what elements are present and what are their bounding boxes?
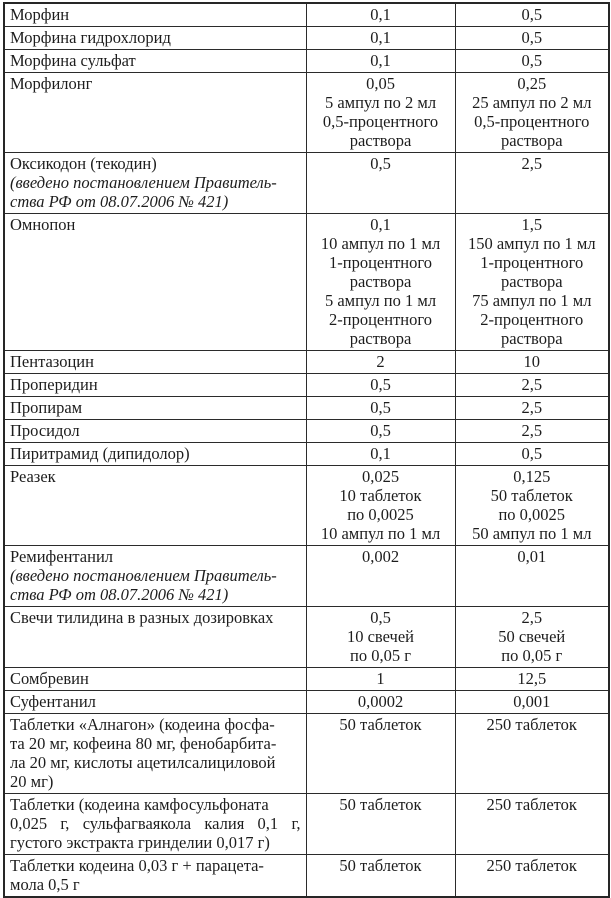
large-dose-cell <box>455 546 609 607</box>
dose-line: по 0,0025 <box>498 505 566 524</box>
dose-line: 0,5 <box>370 608 391 627</box>
table-row <box>4 3 609 27</box>
dose-line: 250 таблеток <box>486 715 577 734</box>
drug-name-line: густого экстракта гринделии 0,017 г) <box>10 833 270 852</box>
drug-name-cell <box>4 50 306 73</box>
large-dose-cell <box>455 27 609 50</box>
table-row <box>4 668 609 691</box>
dose-line: по 0,05 г <box>350 646 411 665</box>
dose-line: 0,5 <box>521 51 543 70</box>
drug-name-line: Морфин <box>10 5 70 24</box>
small-dose-cell <box>306 351 455 374</box>
drug-name-line: Пиритрамид (дипидолор) <box>10 444 190 463</box>
drug-name-cell <box>4 420 306 443</box>
drug-name-line: Сомбревин <box>10 669 89 688</box>
drug-name-line: (введено постановлением Правитель- <box>10 566 277 585</box>
dose-line: 5 ампул по 1 мл <box>324 291 437 310</box>
drug-name-line: мола 0,5 г <box>10 875 80 894</box>
dose-line: 1-процентного <box>329 253 432 272</box>
drug-name-cell <box>4 443 306 466</box>
drug-name-line: Таблетки (кодеина камфосульфоната <box>10 795 269 814</box>
small-dose-cell <box>306 214 455 351</box>
dose-line: 50 таблеток <box>339 795 422 814</box>
small-dose-cell <box>306 27 455 50</box>
dose-line: 2,5 <box>521 375 543 394</box>
dose-line: 1 <box>376 669 385 688</box>
large-dose-cell <box>455 794 609 855</box>
dose-line: 10 ампул по 1 мл <box>320 234 441 253</box>
dose-line: 0,1 <box>370 51 391 70</box>
small-dose-cell <box>306 374 455 397</box>
dose-line: 50 ампул по 1 мл <box>472 524 592 543</box>
drug-name-line: Ремифентанил <box>10 547 114 566</box>
dose-line: 50 таблеток <box>339 856 422 875</box>
large-dose-cell <box>455 214 609 351</box>
dose-line: 12,5 <box>517 669 547 688</box>
small-dose-cell <box>306 691 455 714</box>
dose-line: 0,1 <box>370 5 391 24</box>
dose-line: 0,001 <box>513 692 551 711</box>
table-row <box>4 855 609 898</box>
drug-name-line: 0,025 г, сульфагваякола калия 0,1 г, <box>10 814 301 833</box>
dose-line: раствора <box>500 131 563 150</box>
dose-line: 10 таблеток <box>339 486 422 505</box>
drug-name-line: Свечи тилидина в разных дозировках <box>10 608 274 627</box>
dose-line: 50 таблеток <box>339 715 422 734</box>
dose-line: 10 свечей <box>346 627 414 646</box>
dose-line: 0,5 <box>370 375 391 394</box>
dose-line: 25 ампул по 2 мл <box>472 93 592 112</box>
dose-line: 0,5 <box>370 154 391 173</box>
dose-line: 0,025 <box>361 467 400 486</box>
dose-line: 2 <box>376 352 385 371</box>
large-dose-cell <box>455 73 609 153</box>
dose-line: 150 ампул по 1 мл <box>467 234 596 253</box>
small-dose-cell <box>306 50 455 73</box>
dose-line: 0,5 <box>521 5 543 24</box>
large-dose-cell <box>455 443 609 466</box>
dose-line: 0,5-процентного <box>322 112 439 131</box>
dose-line: 50 свечей <box>498 627 566 646</box>
drug-name-cell <box>4 73 306 153</box>
drug-name-line: ства РФ от 08.07.2006 № 421) <box>10 192 229 211</box>
drug-name-line: (введено постановлением Правитель- <box>10 173 277 192</box>
large-dose-cell <box>455 714 609 794</box>
large-dose-cell <box>455 397 609 420</box>
drug-name-cell <box>4 855 306 898</box>
dose-line: 0,5 <box>521 28 543 47</box>
large-dose-cell <box>455 351 609 374</box>
small-dose-cell <box>306 714 455 794</box>
small-dose-cell <box>306 668 455 691</box>
large-dose-cell <box>455 153 609 214</box>
table-row <box>4 691 609 714</box>
table-row <box>4 607 609 668</box>
table-row <box>4 214 609 351</box>
dose-line: 2-процентного <box>480 310 584 329</box>
dose-line: раствора <box>500 272 563 291</box>
drug-name-cell <box>4 607 306 668</box>
small-dose-cell <box>306 546 455 607</box>
drug-name-line: Просидол <box>10 421 80 440</box>
drug-name-line: Морфина сульфат <box>10 51 136 70</box>
small-dose-cell <box>306 855 455 898</box>
dose-line: 10 ампул по 1 мл <box>320 524 441 543</box>
dose-line: 2,5 <box>521 608 543 627</box>
drug-name-cell <box>4 214 306 351</box>
table-body <box>4 3 609 897</box>
dose-line: 5 ампул по 2 мл <box>324 93 437 112</box>
dose-line: 0,5 <box>370 398 391 417</box>
drug-name-cell <box>4 794 306 855</box>
dose-line: 50 таблеток <box>490 486 573 505</box>
drug-name-line: Морфина гидрохлорид <box>10 28 171 47</box>
dose-line: 1,5 <box>521 215 543 234</box>
table-row <box>4 397 609 420</box>
drug-name-line: ла 20 мг, кислоты ацетилсалициловой <box>10 753 276 772</box>
dose-line: 0,5 <box>521 444 543 463</box>
table-row <box>4 466 609 546</box>
drug-name-line: Таблетки кодеина 0,03 г + парацета- <box>10 856 264 875</box>
table-row <box>4 546 609 607</box>
dose-line: раствора <box>500 329 563 348</box>
drug-name-line: Проперидин <box>10 375 98 394</box>
drug-name-line: Морфилонг <box>10 74 93 93</box>
table-row <box>4 794 609 855</box>
narcotics-dosage-table <box>3 2 610 898</box>
table-row <box>4 420 609 443</box>
drug-name-line: Пропирам <box>10 398 83 417</box>
table-row <box>4 714 609 794</box>
dose-line: 2,5 <box>521 154 543 173</box>
drug-name-cell <box>4 153 306 214</box>
dose-line: 75 ампул по 1 мл <box>472 291 592 310</box>
table-row <box>4 374 609 397</box>
small-dose-cell <box>306 794 455 855</box>
dose-line: 10 <box>523 352 540 371</box>
drug-name-cell <box>4 351 306 374</box>
dose-line: 0,01 <box>517 547 547 566</box>
large-dose-cell <box>455 607 609 668</box>
dose-line: раствора <box>349 272 412 291</box>
drug-name-cell <box>4 3 306 27</box>
small-dose-cell <box>306 73 455 153</box>
dose-line: раствора <box>349 131 412 150</box>
drug-name-line: Пентазоцин <box>10 352 94 371</box>
dose-line: 250 таблеток <box>486 856 577 875</box>
drug-name-line: ства РФ от 08.07.2006 № 421) <box>10 585 229 604</box>
table-row <box>4 443 609 466</box>
small-dose-cell <box>306 466 455 546</box>
dose-line: по 0,0025 <box>347 505 414 524</box>
small-dose-cell <box>306 443 455 466</box>
small-dose-cell <box>306 607 455 668</box>
drug-name-cell <box>4 397 306 420</box>
dose-line: 0,002 <box>361 547 400 566</box>
drug-name-line: та 20 мг, кофеина 80 мг, фенобарбита- <box>10 734 277 753</box>
drug-name-line: Реазек <box>10 467 56 486</box>
drug-name-cell <box>4 714 306 794</box>
dose-line: 0,25 <box>517 74 547 93</box>
dose-line: 0,0002 <box>357 692 404 711</box>
large-dose-cell <box>455 374 609 397</box>
drug-name-line: Омнопон <box>10 215 76 234</box>
drug-name-cell <box>4 27 306 50</box>
drug-name-cell <box>4 374 306 397</box>
large-dose-cell <box>455 420 609 443</box>
table-row <box>4 153 609 214</box>
small-dose-cell <box>306 153 455 214</box>
dose-line: 1-процентного <box>480 253 584 272</box>
large-dose-cell <box>455 855 609 898</box>
large-dose-cell <box>455 691 609 714</box>
dose-line: 0,125 <box>513 467 551 486</box>
large-dose-cell <box>455 466 609 546</box>
dose-line: 2-процентного <box>329 310 432 329</box>
drug-name-cell <box>4 668 306 691</box>
drug-name-line: Таблетки «Алнагон» (кодеина фосфа- <box>10 715 275 734</box>
table-row <box>4 351 609 374</box>
small-dose-cell <box>306 3 455 27</box>
dose-line: 0,5-процентного <box>474 112 590 131</box>
large-dose-cell <box>455 50 609 73</box>
dose-line: 0,1 <box>370 444 391 463</box>
small-dose-cell <box>306 397 455 420</box>
drug-name-cell <box>4 546 306 607</box>
dose-line: раствора <box>349 329 412 348</box>
table-row <box>4 27 609 50</box>
table-row <box>4 73 609 153</box>
table-row <box>4 50 609 73</box>
drug-name-line: Оксикодон (текодин) <box>10 154 157 173</box>
dose-line: 0,05 <box>366 74 395 93</box>
drug-name-cell <box>4 466 306 546</box>
drug-name-line: 20 мг) <box>10 772 54 791</box>
large-dose-cell <box>455 3 609 27</box>
dose-line: 2,5 <box>521 421 543 440</box>
dose-line: 0,5 <box>370 421 391 440</box>
large-dose-cell <box>455 668 609 691</box>
drug-name-cell <box>4 691 306 714</box>
dose-line: 0,1 <box>370 215 391 234</box>
drug-name-line: Суфентанил <box>10 692 96 711</box>
dose-line: 0,1 <box>370 28 391 47</box>
dose-line: 2,5 <box>521 398 543 417</box>
dose-line: 250 таблеток <box>486 795 577 814</box>
small-dose-cell <box>306 420 455 443</box>
dose-line: по 0,05 г <box>501 646 563 665</box>
